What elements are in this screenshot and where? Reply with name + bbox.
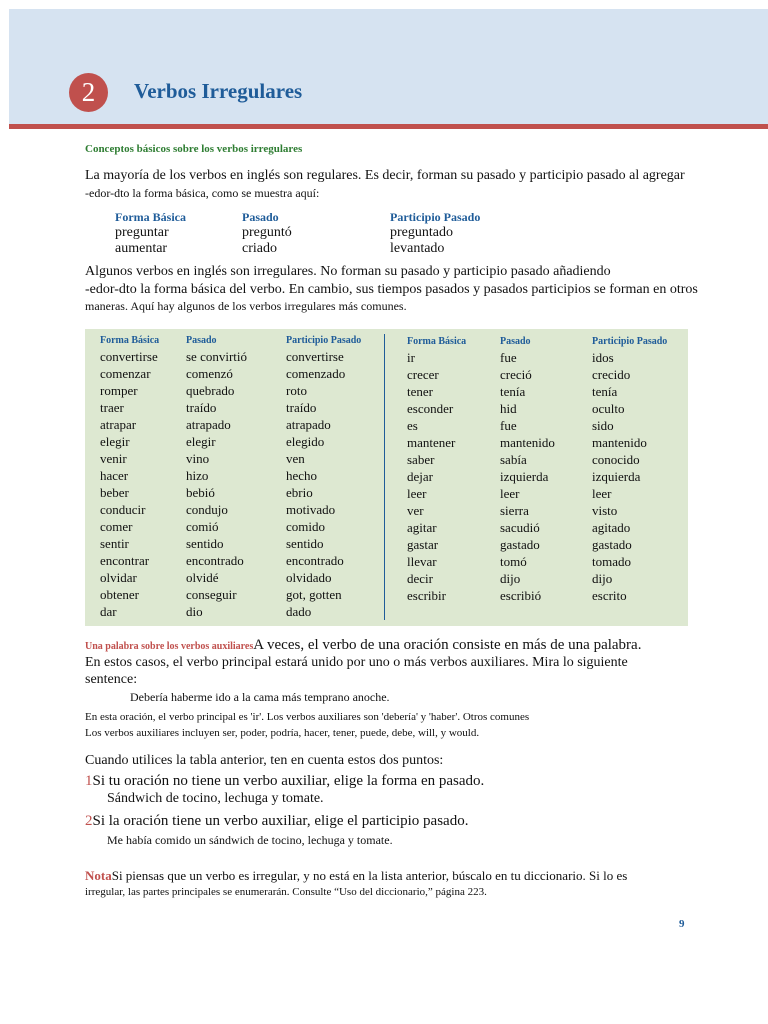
auxiliary-note-2: Los verbos auxiliares incluyen ser, poder, podría, hacer, tener, puede, debe, will, y would.	[85, 727, 480, 739]
right-column-participle	[592, 334, 667, 604]
page-number: 9	[679, 918, 685, 930]
table-cell-past: tomó	[500, 554, 527, 569]
table-cell-participle: olvidado	[286, 570, 332, 585]
table-cell-participle: leer	[592, 486, 612, 501]
table-cell-basic: comenzar	[100, 366, 151, 381]
table-cell-past: condujo	[186, 502, 228, 517]
usage-point-1	[85, 773, 484, 790]
chapter-header-band	[9, 9, 768, 124]
table-cell-basic: leer	[407, 486, 427, 501]
table-cell-participle: traído	[286, 400, 317, 415]
table-cell-basic: mantener	[407, 435, 456, 450]
auxiliary-line-2: En estos casos, el verbo principal estará unido por uno o más verbos auxiliares. Mira lo siguiente	[85, 655, 628, 670]
table-cell-basic: conducir	[100, 502, 146, 517]
table-cell-basic: encontrar	[100, 553, 150, 568]
table-header-basic: Forma Básica	[407, 336, 467, 347]
table-cell-participle: gastado	[592, 537, 632, 552]
table-cell-participle: oculto	[592, 401, 625, 416]
table-cell-participle: escrito	[592, 588, 627, 603]
table-cell-past: vino	[186, 451, 210, 466]
chapter-number-badge: 2	[69, 73, 108, 112]
table-cell-participle: encontrado	[286, 553, 344, 568]
table-cell-past: olvidé	[186, 570, 219, 585]
table-cell-past: hizo	[186, 468, 209, 483]
point-number: 1	[85, 773, 93, 789]
regular-cell: levantado	[390, 241, 445, 256]
table-cell-basic: ir	[407, 350, 415, 365]
right-column-past	[500, 334, 555, 604]
regular-cell: preguntado	[390, 225, 453, 240]
table-cell-past: quebrado	[186, 383, 235, 398]
irregular-verb-table	[85, 329, 688, 626]
table-cell-past: dio	[186, 604, 203, 619]
left-column-past	[186, 333, 247, 620]
table-cell-basic: elegir	[100, 434, 130, 449]
table-cell-basic: dejar	[407, 469, 433, 484]
usage-point-2-example: Me había comido un sándwich de tocino, lechuga y tomate.	[107, 833, 393, 847]
table-cell-past: encontrado	[186, 553, 244, 568]
table-header-basic: Forma Básica	[100, 335, 160, 346]
regular-cell: preguntó	[242, 225, 292, 240]
table-cell-basic: romper	[100, 383, 138, 398]
irregular-intro-line-3: maneras. Aquí hay algunos de los verbos irregulares más comunes.	[85, 299, 407, 313]
auxiliary-label: Una palabra sobre los verbos auxiliares	[85, 641, 254, 652]
table-cell-past: conseguir	[186, 587, 237, 602]
table-cell-basic: escribir	[407, 588, 446, 603]
table-cell-basic: esconder	[407, 401, 454, 416]
auxiliary-text: A veces, el verbo de una oración consiste en más de una palabra.	[253, 637, 642, 653]
regular-cell: aumentar	[115, 241, 168, 256]
table-cell-participle: agitado	[592, 520, 631, 535]
section-subheading: Conceptos básicos sobre los verbos irregulares	[85, 143, 303, 155]
header-divider	[9, 124, 768, 129]
table-cell-past: sacudió	[500, 520, 540, 535]
table-header-participle: Participio Pasado	[286, 335, 362, 346]
table-cell-basic: venir	[100, 451, 127, 466]
right-column-basic	[407, 334, 466, 604]
table-cell-past: traído	[186, 400, 217, 415]
table-cell-basic: obtener	[100, 587, 139, 602]
table-cell-past: fue	[500, 350, 517, 365]
table-cell-participle: sido	[592, 418, 614, 433]
intro-line-1: La mayoría de los verbos en inglés son regulares. Es decir, forman su pasado y participio pasado al agregar	[85, 168, 685, 183]
irregular-intro-line-2: -edor-dto la forma básica del verbo. En cambio, sus tiempos pasados y pasados participios se forman en otros	[85, 282, 698, 297]
table-cell-basic: gastar	[407, 537, 439, 552]
table-cell-past: tenía	[500, 384, 526, 399]
table-cell-participle: crecido	[592, 367, 631, 382]
table-cell-basic: dar	[100, 604, 117, 619]
table-cell-past: escribió	[500, 588, 542, 603]
table-cell-participle: sentido	[286, 536, 324, 551]
auxiliary-note-1: En esta oración, el verbo principal es 'ir'. Los verbos auxiliares son 'debería' y 'haber'. Otros comunes	[85, 711, 530, 723]
table-cell-participle: motivado	[286, 502, 336, 517]
table-cell-past: elegir	[186, 434, 216, 449]
regular-cell: criado	[242, 241, 277, 256]
table-cell-participle: ven	[286, 451, 305, 466]
table-cell-participle: idos	[592, 350, 614, 365]
left-column-basic	[100, 333, 159, 620]
table-cell-participle: ebrio	[286, 485, 313, 500]
table-cell-participle: comenzado	[286, 366, 346, 381]
table-cell-past: sierra	[500, 503, 529, 518]
table-cell-past: sabía	[500, 452, 527, 467]
table-cell-participle: got, gotten	[286, 587, 342, 602]
table-cell-basic: traer	[100, 400, 124, 415]
table-column-divider	[384, 334, 385, 620]
table-cell-basic: crecer	[407, 367, 439, 382]
table-cell-basic: tener	[407, 384, 433, 399]
auxiliary-example: Debería haberme ido a la cama más temprano anoche.	[130, 690, 390, 704]
regular-header-participle: Participio Pasado	[390, 210, 481, 224]
table-cell-basic: es	[407, 418, 418, 433]
table-cell-basic: agitar	[407, 520, 437, 535]
table-cell-participle: conocido	[592, 452, 640, 467]
table-cell-participle: comido	[286, 519, 325, 534]
table-cell-past: comenzó	[186, 366, 233, 381]
table-cell-past: fue	[500, 418, 517, 433]
table-cell-past: se convirtió	[186, 349, 248, 364]
note-line-1	[85, 868, 627, 884]
table-cell-past: gastado	[500, 537, 540, 552]
table-cell-participle: dado	[286, 604, 312, 619]
chapter-title: Verbos Irregulares	[134, 79, 303, 103]
table-cell-participle: tomado	[592, 554, 631, 569]
table-cell-past: mantenido	[500, 435, 555, 450]
table-cell-participle: tenía	[592, 384, 618, 399]
table-cell-basic: llevar	[407, 554, 437, 569]
table-cell-past: sentido	[186, 536, 224, 551]
regular-header-past: Pasado	[242, 210, 279, 224]
table-cell-participle: elegido	[286, 434, 325, 449]
table-cell-participle: izquierda	[592, 469, 641, 484]
table-cell-participle: convertirse	[286, 349, 344, 364]
table-cell-basic: saber	[407, 452, 435, 467]
table-cell-past: comió	[186, 519, 219, 534]
table-cell-basic: olvidar	[100, 570, 137, 585]
table-cell-basic: atrapar	[100, 417, 137, 432]
table-cell-participle: mantenido	[592, 435, 647, 450]
usage-point-1-example: Sándwich de tocino, lechuga y tomate.	[107, 791, 324, 806]
note-label: Nota	[85, 868, 112, 883]
auxiliary-line-3: sentence:	[85, 672, 138, 687]
usage-intro: Cuando utilices la tabla anterior, ten en cuenta estos dos puntos:	[85, 753, 444, 768]
table-cell-basic: ver	[407, 503, 424, 518]
table-cell-basic: convertirse	[100, 349, 158, 364]
table-cell-basic: decir	[407, 571, 433, 586]
table-cell-past: atrapado	[186, 417, 231, 432]
table-cell-participle: dijo	[592, 571, 613, 586]
table-header-past: Pasado	[500, 336, 531, 347]
point-text: Si la oración tiene un verbo auxiliar, elige el participio pasado.	[92, 813, 469, 829]
left-column-participle	[286, 333, 361, 620]
point-number: 2	[85, 813, 93, 829]
table-cell-past: creció	[500, 367, 532, 382]
table-cell-past: izquierda	[500, 469, 549, 484]
regular-cell: preguntar	[115, 225, 169, 240]
regular-header-basic: Forma Básica	[115, 210, 186, 224]
table-cell-basic: comer	[100, 519, 133, 534]
table-cell-participle: roto	[286, 383, 307, 398]
note-line-2: irregular, las partes principales se enumerarán. Consulte “Uso del diccionario,” página 223.	[85, 886, 487, 898]
intro-line-2: -edor-dto la forma básica, como se muestra aquí:	[85, 186, 320, 200]
table-cell-participle: visto	[592, 503, 618, 518]
point-text: Si tu oración no tiene un verbo auxiliar, elige la forma en pasado.	[92, 773, 485, 789]
usage-point-2	[85, 813, 468, 830]
table-cell-past: hid	[500, 401, 517, 416]
table-cell-past: dijo	[500, 571, 521, 586]
note-text: Si piensas que un verbo es irregular, y no está en la lista anterior, búscalo en tu diccionario. Si lo es	[111, 868, 628, 883]
irregular-intro-line-1: Algunos verbos en inglés son irregulares. No forman su pasado y participio pasado añadiendo	[85, 264, 611, 279]
table-header-past: Pasado	[186, 335, 217, 346]
table-header-participle: Participio Pasado	[592, 336, 668, 347]
table-cell-basic: beber	[100, 485, 129, 500]
table-cell-basic: hacer	[100, 468, 129, 483]
table-cell-participle: atrapado	[286, 417, 331, 432]
table-cell-past: leer	[500, 486, 520, 501]
auxiliary-line-1	[85, 637, 641, 654]
table-cell-basic: sentir	[100, 536, 129, 551]
table-cell-past: bebió	[186, 485, 215, 500]
table-cell-participle: hecho	[286, 468, 318, 483]
